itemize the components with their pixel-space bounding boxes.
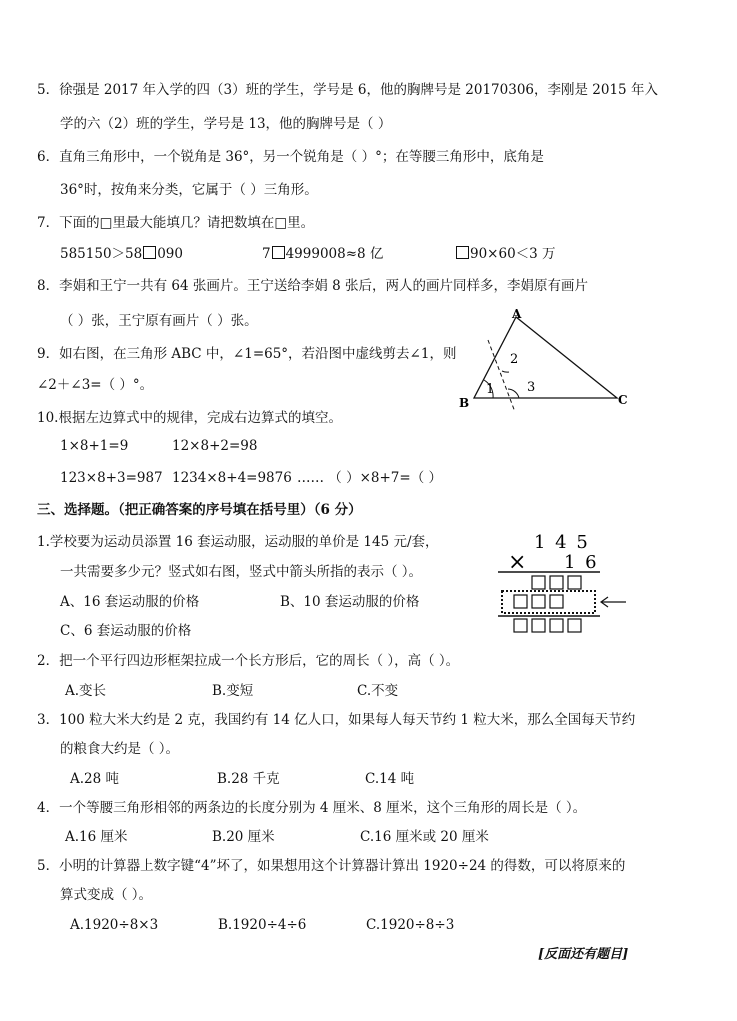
s3-q2: 2．把一个平行四边形框架拉成一个长方形后，它的周长（ ），高（ ）。: [37, 653, 460, 669]
triangle-abc: [474, 317, 617, 398]
s3-q2-option-c: C.不变: [357, 683, 399, 699]
digit-box: [550, 619, 563, 632]
q7-prompt: 7．下面的□里最大能填几？请把数填在□里。: [37, 215, 315, 231]
digit-box: [514, 595, 527, 608]
s3-q5-line2: 算式变成（ ）。: [60, 887, 153, 903]
s3-q1-line2: 一共需要多少元？竖式如右图，竖式中箭头所指的表示（ ）。: [60, 564, 423, 580]
digit-box: [532, 576, 545, 589]
highlight-dashed-box: [502, 591, 595, 613]
digit-box: [532, 619, 545, 632]
s3-q3-line2: 的粮食大约是（ ）。: [60, 741, 180, 757]
s3-q1-line1: 1.学校要为运动员添置 16 套运动服，运动服的单价是 145 元/套，: [37, 534, 439, 550]
q7-expr-1: 585150＞58 090: [60, 246, 183, 262]
s3-q4-option-a: A.16 厘米: [65, 829, 128, 845]
vertex-c-label: C: [618, 393, 628, 407]
answer-box[interactable]: [143, 246, 156, 259]
digit-box: [568, 619, 581, 632]
s3-q5-line1: 5．小明的计算器上数字键“4”坏了，如果想用这个计算器计算出 1920÷24 的得数，可以将原来的: [37, 858, 626, 874]
vertical-calculation: [492, 528, 632, 640]
q6-line2: 36°时，按角来分类，它属于（ ）三角形。: [60, 182, 318, 198]
angle-3-arc: [508, 389, 519, 398]
s3-q1-option-b: B、10 套运动服的价格: [280, 594, 420, 610]
s3-q1-option-c: C、6 套运动服的价格: [60, 623, 192, 639]
cut-line: [488, 340, 515, 412]
vertex-a-label: A: [512, 307, 522, 321]
q9-line2: ∠2＋∠3=（ ）°。: [37, 377, 154, 393]
digit-box: [568, 576, 581, 589]
s3-q2-option-b: B.变短: [212, 683, 254, 699]
s3-q5-option-b: B.1920÷4÷6: [218, 917, 307, 933]
digit-box: [532, 595, 545, 608]
q8-line1: 8．李娟和王宁一共有 64 张画片。王宁送给李娟 8 张后，两人的画片同样多，李娟原有画片: [37, 278, 589, 294]
q5-line2: 学的六（2）班的学生，学号是 13，他的胸牌号是（ ）: [60, 116, 392, 132]
q10-r2-c1: 123×8+3=987: [60, 470, 163, 486]
q8-line2: （ ）张，王宁原有画片（ ）张。: [60, 313, 258, 329]
q7-expr-2: 7 4999008≈8 亿: [262, 246, 384, 262]
triangle-figure: [455, 305, 635, 415]
q10-r1-c1: 1×8+1=9: [60, 438, 129, 454]
q10-r2-c2: 1234×8+4=9876: [172, 470, 292, 486]
digit-box: [550, 595, 563, 608]
s3-q4-option-c: C.16 厘米或 20 厘米: [360, 829, 489, 845]
s3-q3-line1: 3．100 粒大米大约是 2 克，我国约有 14 亿人口，如果每人每天节约 1 粒大米，那么全国每天节约: [37, 712, 636, 728]
s3-q2-option-a: A.变长: [65, 683, 107, 699]
angle-3-label: 3: [527, 380, 536, 395]
multiplicand: 1 4 5: [534, 532, 590, 553]
s3-q4-option-b: B.20 厘米: [212, 829, 275, 845]
q10-prompt: 10.根据左边算式中的规律，完成右边算式的填空。: [37, 410, 342, 426]
answer-box[interactable]: [272, 246, 285, 259]
s3-q1-option-a: A、16 套运动服的价格: [60, 594, 200, 610]
q9-line1: 9．如右图，在三角形 ABC 中，∠1=65°，若沿图中虚线剪去∠1，则: [37, 346, 457, 362]
times-sign: ×: [508, 550, 527, 575]
angle-1-label: 1: [486, 382, 495, 397]
q5-line1: 5．徐强是 2017 年入学的四（3）班的学生，学号是 6，他的胸牌号是 20170306，李刚是 2015 年入: [37, 82, 658, 98]
s3-q3-option-a: A.28 吨: [70, 771, 120, 787]
angle-2-label: 2: [510, 352, 519, 367]
s3-q3-option-c: C.14 吨: [365, 771, 415, 787]
multiplier: 1 6: [564, 552, 599, 573]
footer-note: [反面还有题目]: [538, 947, 629, 962]
q6-line1: 6．直角三角形中，一个锐角是 36°，另一个锐角是（ ）°；在等腰三角形中，底角是: [37, 149, 544, 165]
q7-expr-3: 90×60＜3 万: [455, 245, 556, 263]
digit-box: [550, 576, 563, 589]
answer-box[interactable]: [456, 246, 469, 259]
s3-q4: 4．一个等腰三角形相邻的两条边的长度分别为 4 厘米、8 厘米，这个三角形的周长是（ ）。: [37, 800, 587, 816]
s3-q5-option-c: C.1920÷8÷3: [366, 917, 455, 933]
digit-box: [514, 619, 527, 632]
q10-r2-c3: …… （ ）×8+7=（ ）: [297, 470, 442, 486]
angle-2-arc: [502, 371, 509, 372]
vertex-b-label: B: [459, 396, 470, 410]
q10-r1-c2: 12×8+2=98: [172, 438, 258, 454]
s3-q5-option-a: A.1920÷8×3: [70, 917, 159, 933]
s3-q3-option-b: B.28 千克: [217, 771, 280, 787]
section-3-heading: 三、选择题。（把正确答案的序号填在括号里）（6 分）: [37, 502, 362, 518]
